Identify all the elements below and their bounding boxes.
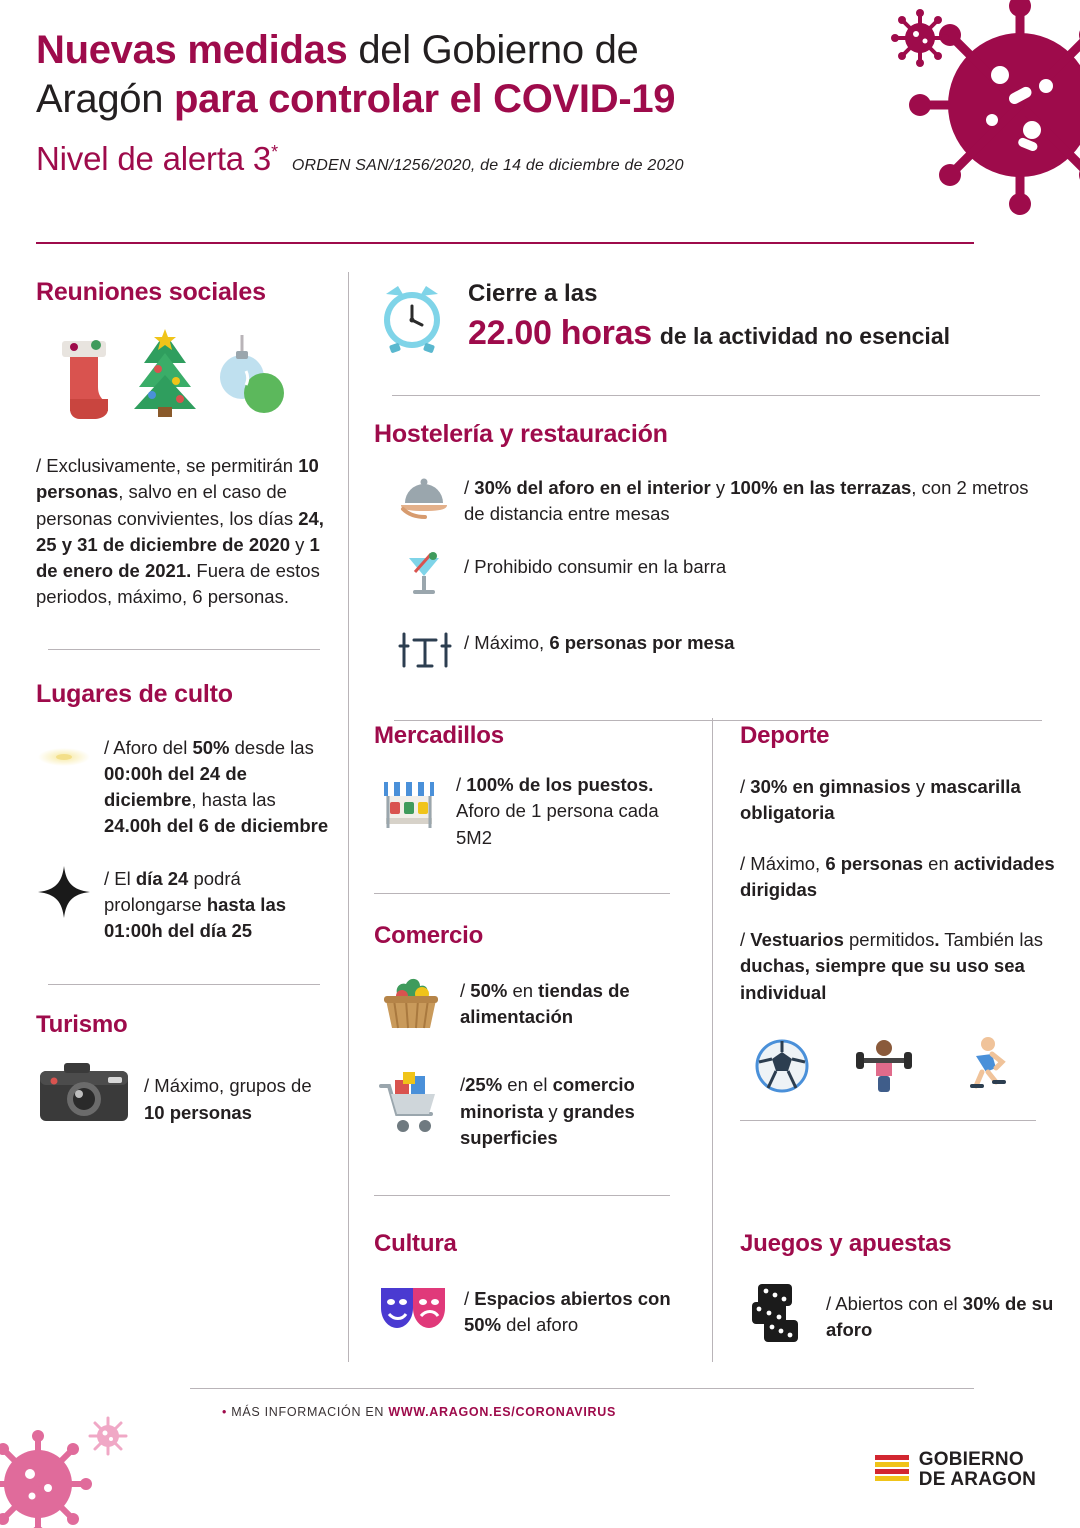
turismo-text: / Máximo, grupos de 10 personas xyxy=(144,1075,312,1123)
closing-line-2: de la actividad no esencial xyxy=(659,323,951,349)
juegos-text: / Abiertos con el 30% de su aforo xyxy=(826,1292,1054,1341)
photo-camera-icon xyxy=(36,1061,132,1133)
cultura-block xyxy=(374,1230,690,1344)
alarm-clock-icon xyxy=(372,276,452,361)
cocktail-icon xyxy=(396,550,452,606)
deporte-item-3-text: / Vestuarios permitidos. También las duchas, siempre que su uso sea individual xyxy=(740,929,1044,1003)
reuniones-text: / Exclusivamente, se permitirán 10 personas, salvo en el caso de personas convivientes, los días 24, 25 y 31 de diciembre de 2020 y 1 de enero de 2021. Fuera de estos periodos, máximo, 6 personas. xyxy=(36,455,324,608)
closing-hours-block xyxy=(372,276,1044,396)
order-reference: ORDEN SAN/1256/2020, de 14 de diciembre de 2020 xyxy=(291,156,684,174)
closing-hours: 22.00 horas xyxy=(468,314,652,352)
juegos-item xyxy=(740,1280,1060,1354)
soccer-ball-icon xyxy=(754,1038,810,1094)
hosteleria-item-3 xyxy=(374,626,1044,680)
grocery-basket-icon xyxy=(374,974,448,1044)
footer-bullet: • xyxy=(222,1405,228,1419)
section-title-comercio: Comercio xyxy=(374,922,484,949)
header-subtitle xyxy=(36,140,916,178)
food-cloche-icon xyxy=(396,475,452,527)
deporte-item-2-text: / Máximo, 6 personas en actividades dirigidas xyxy=(740,852,1055,900)
deporte-icons xyxy=(740,1034,1056,1094)
mercadillos-block xyxy=(374,722,690,894)
christmas-bauble-icon xyxy=(216,331,286,421)
alert-level xyxy=(36,140,278,178)
star-burst-icon xyxy=(36,866,92,926)
virus-illustration-large xyxy=(900,0,1080,240)
government-line-1: GOBIERNO xyxy=(918,1449,1024,1470)
aragon-flag-icon xyxy=(875,1453,909,1487)
hosteleria-block xyxy=(374,420,1044,721)
footer-info xyxy=(222,1405,616,1419)
christmas-stocking-icon xyxy=(52,335,114,421)
government-logo xyxy=(875,1450,1036,1489)
comercio-item-1 xyxy=(374,974,690,1044)
virus-footer-icon xyxy=(0,1400,140,1528)
section-title-culto: Lugares de culto xyxy=(36,679,233,708)
header-divider xyxy=(36,242,974,244)
mercadillos-text: / 100% de los puestos. Aforo de 1 persona cada 5M2 xyxy=(456,774,659,848)
title-part-2: del Gobierno de xyxy=(347,28,639,72)
government-line-2: DE ARAGON xyxy=(918,1468,1036,1490)
theatre-masks-icon xyxy=(374,1280,452,1344)
section-title-hosteleria: Hostelería y restauración xyxy=(374,420,668,448)
shopping-cart-icon xyxy=(374,1070,448,1146)
culto-item-1 xyxy=(36,735,332,840)
mercadillos-item xyxy=(374,772,690,851)
virus-illustration-footer-left xyxy=(0,1400,140,1528)
market-stall-icon xyxy=(374,772,444,842)
christmas-tree-icon xyxy=(128,329,202,421)
footer-url[interactable]: WWW.ARAGON.ES/CORONAVIRUS xyxy=(388,1405,617,1419)
left-column xyxy=(36,278,332,1134)
hosteleria-item-1-text: / 30% del aforo en el interior y 100% en las terrazas, con 2 metros de distancia entre mesas xyxy=(464,477,1029,525)
virus-large-icon xyxy=(900,0,1080,240)
runner-icon xyxy=(958,1034,1010,1094)
dice-stack-icon xyxy=(740,1280,814,1354)
column-divider-1 xyxy=(348,272,349,1362)
section-title-cultura: Cultura xyxy=(374,1230,457,1257)
title-part-4: para controlar el COVID-19 xyxy=(174,76,676,121)
section-title-reuniones: Reuniones sociales xyxy=(36,278,266,306)
government-name xyxy=(919,1450,1036,1489)
alert-level-asterisk: * xyxy=(271,141,278,162)
alert-level-text: Nivel de alerta 3 xyxy=(36,139,272,177)
culto-item-1-text: / Aforo del 50% desde las 00:00h del 24 de diciembre, hasta las 24.00h del 6 de diciembre xyxy=(104,736,329,837)
footer-divider xyxy=(190,1388,974,1389)
table-chairs-icon xyxy=(396,626,452,680)
section-title-juegos: Juegos y apuestas xyxy=(740,1230,952,1257)
header xyxy=(36,26,916,178)
comercio-item-2-text: /25% en el comercio minorista y grandes superficies xyxy=(460,1074,635,1148)
closing-line-1: Cierre a las xyxy=(468,280,598,307)
hosteleria-item-2 xyxy=(374,550,1044,606)
hosteleria-item-1 xyxy=(374,475,1044,528)
closing-divider xyxy=(392,395,1040,396)
comercio-divider xyxy=(374,1195,670,1196)
mercadillos-divider xyxy=(374,893,670,894)
light-rays-icon xyxy=(36,735,92,787)
cultura-item xyxy=(374,1280,690,1344)
weight-lifter-icon xyxy=(856,1036,912,1094)
title-part-3: Aragón xyxy=(36,76,174,121)
turismo-item xyxy=(36,1061,332,1133)
title-part-1: Nuevas medidas xyxy=(36,28,348,72)
culto-item-2-text: / El día 24 podrá prolongarse hasta las 01:00h del día 25 xyxy=(104,867,287,942)
comercio-item-2 xyxy=(374,1070,690,1151)
footer-info-prefix: MÁS INFORMACIÓN EN xyxy=(231,1405,389,1419)
section-title-turismo: Turismo xyxy=(36,1011,128,1039)
deporte-block xyxy=(740,722,1056,1121)
hosteleria-item-3-text: / Máximo, 6 personas por mesa xyxy=(464,631,735,653)
juegos-block xyxy=(740,1230,1060,1354)
page-title xyxy=(36,26,916,124)
comercio-block xyxy=(374,922,690,1196)
left-divider-2 xyxy=(48,984,320,985)
deporte-divider xyxy=(740,1120,1036,1121)
section-title-deporte: Deporte xyxy=(740,722,830,749)
cultura-text: / Espacios abiertos con 50% del aforo xyxy=(464,1287,671,1336)
section-title-mercadillos: Mercadillos xyxy=(374,722,504,749)
column-divider-2 xyxy=(712,718,713,1362)
deporte-item-1-text: / 30% en gimnasios y mascarilla obligatoria xyxy=(740,776,1021,824)
reuniones-icons xyxy=(36,329,332,421)
hosteleria-item-2-text: / Prohibido consumir en la barra xyxy=(464,555,727,577)
comercio-item-1-text: / 50% en tiendas de alimentación xyxy=(460,980,630,1028)
culto-item-2 xyxy=(36,866,332,945)
left-divider-1 xyxy=(48,649,320,650)
